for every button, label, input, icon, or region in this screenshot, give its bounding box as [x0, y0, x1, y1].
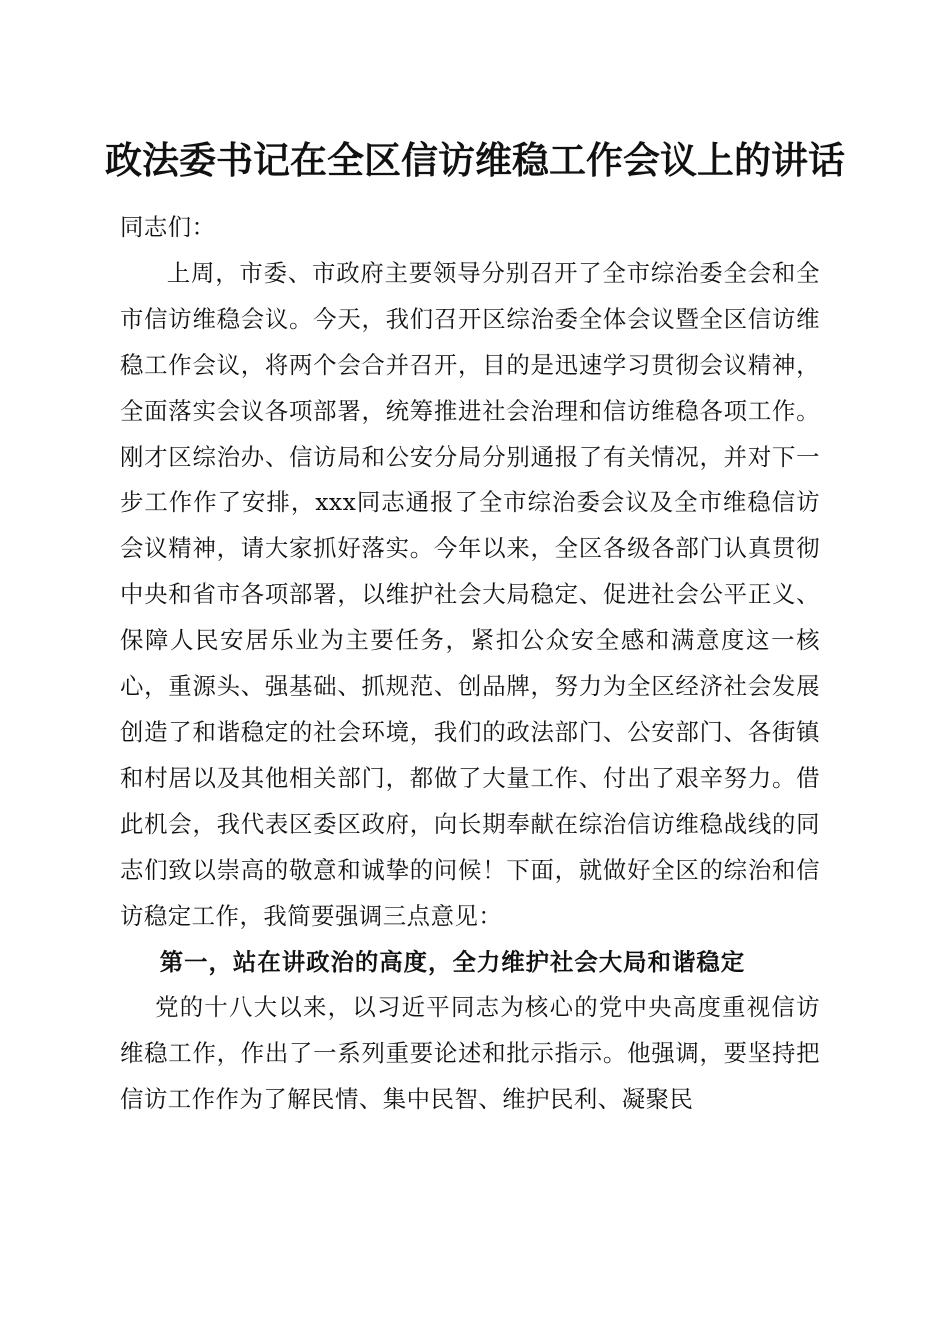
paragraph-intro: 上周，市委、市政府主要领导分别召开了全市综治委全会和全市信访维稳会议。今天，我们召开区综治委全体会议暨全区信访维稳工作会议，将两个会合并召开，目的是迅速学习贯彻会议精神，全面落实会议各项部署，统筹推进社会治理和信访维稳各项工作。刚才区综治办、信访局和公安分局分别通报了有关情况，并对下一步工作作了安排，xxx同志通报了全市综治委会议及全市维稳信访会议精神，请大家抓好落实。今年以来，全区各级各部门认真贯彻中央和省市各项部署，以维护社会大局稳定、促进社会公平正义、保障人民安居乐业为主要任务，紧扣公众安全感和满意度这一核心，重源头、强基础、抓规范、创品牌，努力为全区经济社会发展创造了和谐稳定的社会环境，我们的政法部门、公安部门、各街镇和村居以及其他相关部门，都做了大量工作、付出了艰辛努力。借此机会，我代表区委区政府，向长期奉献在综治信访维稳战线的同志们致以崇高的敬意和诚挚的问候！下面，就做好全区的综治和信访稳定工作，我简要强调三点意见：: [120, 258, 820, 930]
salutation: 同志们：: [120, 213, 216, 241]
document-title: 政法委书记在全区信访维稳工作会议上的讲话: [105, 138, 845, 182]
section-heading: 第一，站在讲政治的高度，全力维护社会大局和谐稳定: [159, 947, 746, 976]
paragraph-section-one: 党的十八大以来，以习近平同志为核心的党中央高度重视信访维稳工作，作出了一系列重要论述和批示指示。他强调，要坚持把信访工作作为了解民情、集中民智、维护民利、凝聚民: [120, 993, 820, 1114]
document-body: [120, 205, 820, 1123]
